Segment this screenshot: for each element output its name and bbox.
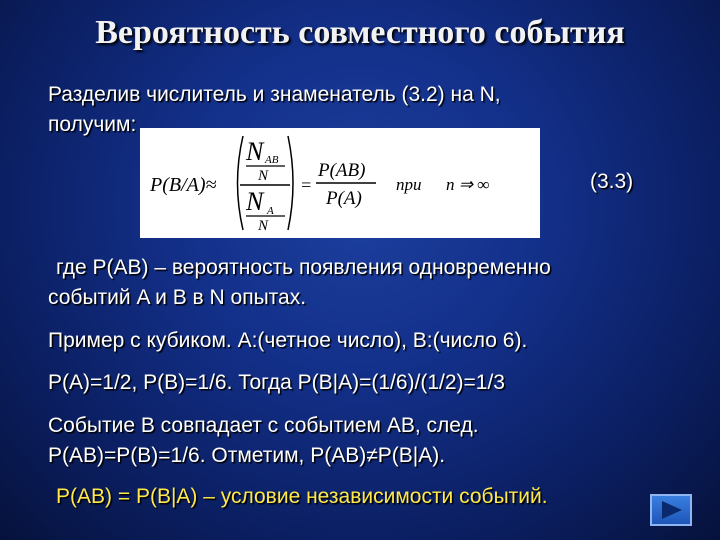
next-arrow-icon <box>652 496 690 524</box>
num-top-sub: AB <box>265 154 279 166</box>
independence-text: P(AB) = P(B|A) – условие независимости событий. <box>56 485 548 508</box>
formula-image <box>140 128 540 238</box>
calc-text: P(A)=1/2, P(B)=1/6. Тогда P(B|A)=(1/6)/(1/2)=1/3 <box>48 371 505 394</box>
where-line-2: событий A и B в N опытах. <box>48 286 307 309</box>
intro-line-2: получим: <box>48 113 137 136</box>
den-top-sub: A <box>267 205 274 217</box>
where-text <box>48 253 551 313</box>
coincide-line-1: Событие B совпадает с событием AB, след. <box>48 414 479 437</box>
right-bracket <box>288 136 293 230</box>
den-bottom: N <box>258 218 269 234</box>
num-top: N <box>246 137 264 166</box>
equation-number: (3.3) <box>590 170 634 193</box>
num-bottom: N <box>258 168 269 184</box>
condition-word: при <box>396 175 422 194</box>
ratio-top: P(AB) <box>318 160 366 181</box>
formula-lhs: P(B/A)≈ <box>150 174 217 196</box>
ratio-bottom: P(A) <box>326 188 362 209</box>
den-top: N <box>246 187 264 216</box>
formula-eq: = <box>300 175 313 195</box>
coincide-line-2: P(AB)=P(B)=1/6. Отметим, P(AB)≠P(B|A). <box>48 444 446 467</box>
where-line-1: где P(AB) – вероятность появления одновременно <box>56 256 551 279</box>
coincide-text <box>48 411 479 471</box>
formula-svg <box>140 128 540 238</box>
intro-line-1: Разделив числитель и знаменатель (3.2) на N, <box>48 83 501 106</box>
example-text: Пример с кубиком. A:(четное число), B:(число 6). <box>48 329 528 352</box>
next-slide-button[interactable] <box>650 494 692 526</box>
slide-title: Вероятность совместного события <box>95 14 625 51</box>
condition: n ⇒ ∞ <box>446 175 490 194</box>
left-bracket <box>238 136 244 230</box>
